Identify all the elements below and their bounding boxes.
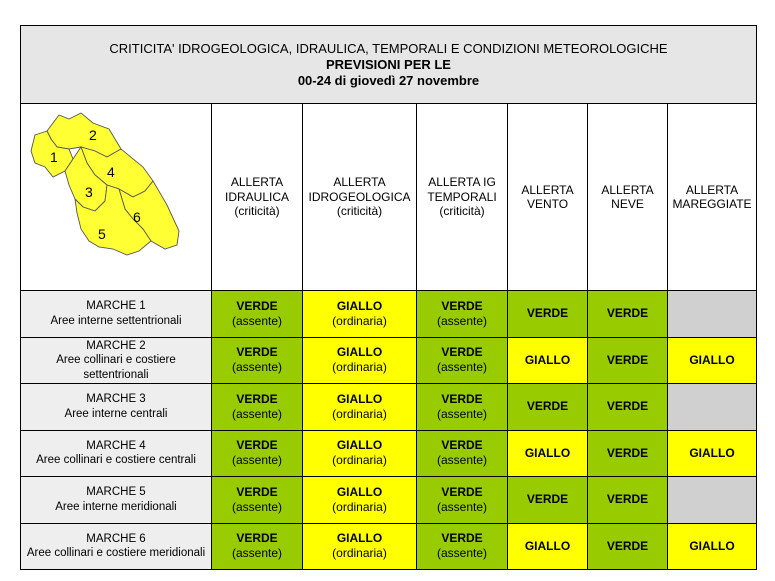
zone-name: MARCHE 3	[86, 393, 146, 406]
alert-cell-vento	[508, 291, 588, 338]
alert-level: VERDE	[441, 438, 483, 453]
alert-level: VERDE	[236, 298, 278, 313]
alert-level: VERDE	[526, 399, 569, 414]
alert-cell-idraulica	[212, 523, 303, 570]
alert-criticity: (assente)	[436, 360, 488, 375]
table-row	[21, 430, 757, 477]
alert-cell-vento	[508, 337, 588, 384]
alert-level: VERDE	[441, 531, 483, 546]
alert-cell-mareggiate	[668, 523, 757, 570]
alert-criticity: (assente)	[436, 453, 488, 468]
alert-level: VERDE	[236, 484, 278, 499]
alert-level: VERDE	[441, 298, 483, 313]
alert-cell-idraulica	[212, 337, 303, 384]
zone-label-cell	[21, 384, 212, 431]
zone-name: MARCHE 4	[86, 439, 146, 452]
alert-cell-mareggiate	[668, 291, 757, 338]
alert-cell-mareggiate	[668, 384, 757, 431]
column-header-idraulica: ALLERTA IDRAULICA (criticità)	[212, 104, 303, 291]
alert-level: VERDE	[526, 492, 569, 507]
alert-cell-idrogeologica	[303, 430, 417, 477]
alert-cell-temporali	[417, 291, 508, 338]
zone-label-2: 2	[89, 126, 97, 143]
alert-cell-temporali	[417, 477, 508, 524]
alert-cell-temporali	[417, 337, 508, 384]
zone-area: Aree collinari e costiere meridionali	[26, 547, 206, 560]
alert-level: VERDE	[606, 399, 649, 414]
alert-level: GIALLO	[336, 531, 383, 546]
zone-label-6: 6	[133, 208, 141, 225]
alert-criticity: (assente)	[436, 313, 488, 328]
alert-level: GIALLO	[336, 345, 383, 360]
alert-cell-idraulica	[212, 477, 303, 524]
zone-label-cell	[21, 337, 212, 384]
alert-level: VERDE	[606, 352, 649, 367]
alert-cell-idraulica	[212, 384, 303, 431]
zone-name: MARCHE 1	[86, 300, 146, 313]
alert-level: GIALLO	[689, 538, 735, 553]
alert-cell-neve	[588, 337, 668, 384]
alert-cell-mareggiate	[668, 477, 757, 524]
alert-level: GIALLO	[689, 445, 735, 460]
zone-area: Aree interne meridionali	[55, 500, 177, 513]
alert-criticity: (assente)	[231, 360, 283, 375]
alert-cell-temporali	[417, 523, 508, 570]
table-row	[21, 384, 757, 431]
alert-cell-vento	[508, 430, 588, 477]
alert-criticity: (assente)	[436, 499, 488, 514]
zone-label-4: 4	[107, 163, 115, 180]
column-header-vento: ALLERTA VENTO	[508, 104, 588, 291]
alert-criticity: (assente)	[231, 546, 283, 561]
alert-cell-vento	[508, 523, 588, 570]
alert-level: VERDE	[441, 345, 483, 360]
alert-cell-temporali	[417, 430, 508, 477]
zone-area: Aree interne centrali	[64, 407, 168, 420]
zone-label-cell	[21, 291, 212, 338]
alert-criticity: (assente)	[231, 453, 283, 468]
zone-label-1: 1	[50, 148, 58, 165]
alert-level: VERDE	[606, 492, 649, 507]
alert-level: VERDE	[606, 306, 649, 321]
table-row	[21, 337, 757, 384]
column-header-mareggiate: ALLERTA MAREGGIATE	[668, 104, 757, 291]
alert-level: GIALLO	[524, 538, 571, 553]
alert-cell-mareggiate	[668, 430, 757, 477]
zone-area-cont: settentrionali	[83, 368, 149, 381]
alert-criticity: (assente)	[436, 546, 488, 561]
zone-label-cell	[21, 430, 212, 477]
zone-map	[21, 104, 212, 291]
header-title: CRITICITA' IDROGEOLOGICA, IDRAULICA, TEMPORALI E CONDIZIONI METEOROLOGICHE	[109, 40, 668, 56]
alert-level: GIALLO	[336, 298, 383, 313]
report-header	[21, 26, 757, 104]
alert-criticity: (ordinaria)	[332, 546, 387, 561]
zone-name: MARCHE 2	[86, 339, 146, 352]
alert-level: VERDE	[236, 438, 278, 453]
alert-criticity: (ordinaria)	[332, 453, 387, 468]
alert-criticity: (assente)	[436, 406, 488, 421]
zone-label-5: 5	[98, 225, 106, 242]
zone-label-cell	[21, 523, 212, 570]
alert-level: GIALLO	[336, 438, 383, 453]
header-subtitle: PREVISIONI PER LE	[326, 56, 451, 72]
column-header-idrogeologica: ALLERTA IDROGEOLOGICA (criticità)	[303, 104, 417, 291]
alert-cell-neve	[588, 477, 668, 524]
alert-cell-idrogeologica	[303, 384, 417, 431]
alert-level: VERDE	[236, 345, 278, 360]
alert-cell-idraulica	[212, 430, 303, 477]
table-row	[21, 291, 757, 338]
zone-area: Aree collinari e costiere	[56, 354, 176, 366]
alert-cell-neve	[588, 430, 668, 477]
alert-cell-neve	[588, 384, 668, 431]
alert-level: VERDE	[606, 445, 649, 460]
alert-cell-idrogeologica	[303, 523, 417, 570]
alert-cell-vento	[508, 384, 588, 431]
alert-criticity: (assente)	[231, 313, 283, 328]
column-header-temporali: ALLERTA IG TEMPORALI (criticità)	[417, 104, 508, 291]
alert-level: VERDE	[606, 538, 649, 553]
forecast-rows	[21, 291, 757, 570]
alert-level: VERDE	[441, 484, 483, 499]
alert-level: GIALLO	[524, 445, 571, 460]
forecast-table	[20, 25, 757, 570]
alert-criticity: (assente)	[231, 499, 283, 514]
alert-level: VERDE	[236, 391, 278, 406]
alert-cell-idrogeologica	[303, 291, 417, 338]
zone-label-3: 3	[85, 183, 93, 200]
alert-criticity: (ordinaria)	[332, 406, 387, 421]
alert-level: GIALLO	[336, 391, 383, 406]
alert-cell-idraulica	[212, 291, 303, 338]
table-row	[21, 523, 757, 570]
alert-criticity: (ordinaria)	[332, 499, 387, 514]
zone-area: Aree interne settentrionali	[50, 314, 182, 327]
alert-criticity: (assente)	[231, 406, 283, 421]
zone-name: MARCHE 6	[86, 532, 146, 545]
alert-cell-temporali	[417, 384, 508, 431]
alert-cell-vento	[508, 477, 588, 524]
header-date: 00-24 di giovedì 27 novembre	[297, 72, 480, 88]
alert-level: GIALLO	[689, 352, 735, 367]
alert-cell-idrogeologica	[303, 477, 417, 524]
column-header-neve: ALLERTA NEVE	[588, 104, 668, 291]
alert-level: VERDE	[526, 306, 569, 321]
alert-cell-neve	[588, 523, 668, 570]
zone-name: MARCHE 5	[86, 486, 146, 499]
alert-cell-neve	[588, 291, 668, 338]
alert-level: GIALLO	[524, 352, 571, 367]
zone-label-cell	[21, 477, 212, 524]
alert-level: VERDE	[236, 531, 278, 546]
zone-area: Aree collinari e costiere centrali	[36, 454, 196, 467]
alert-criticity: (ordinaria)	[332, 360, 387, 375]
alert-criticity: (ordinaria)	[332, 313, 387, 328]
alert-cell-mareggiate	[668, 337, 757, 384]
marche-region-map	[21, 105, 211, 290]
alert-level: GIALLO	[336, 484, 383, 499]
table-row	[21, 477, 757, 524]
alert-cell-idrogeologica	[303, 337, 417, 384]
alert-level: VERDE	[441, 391, 483, 406]
